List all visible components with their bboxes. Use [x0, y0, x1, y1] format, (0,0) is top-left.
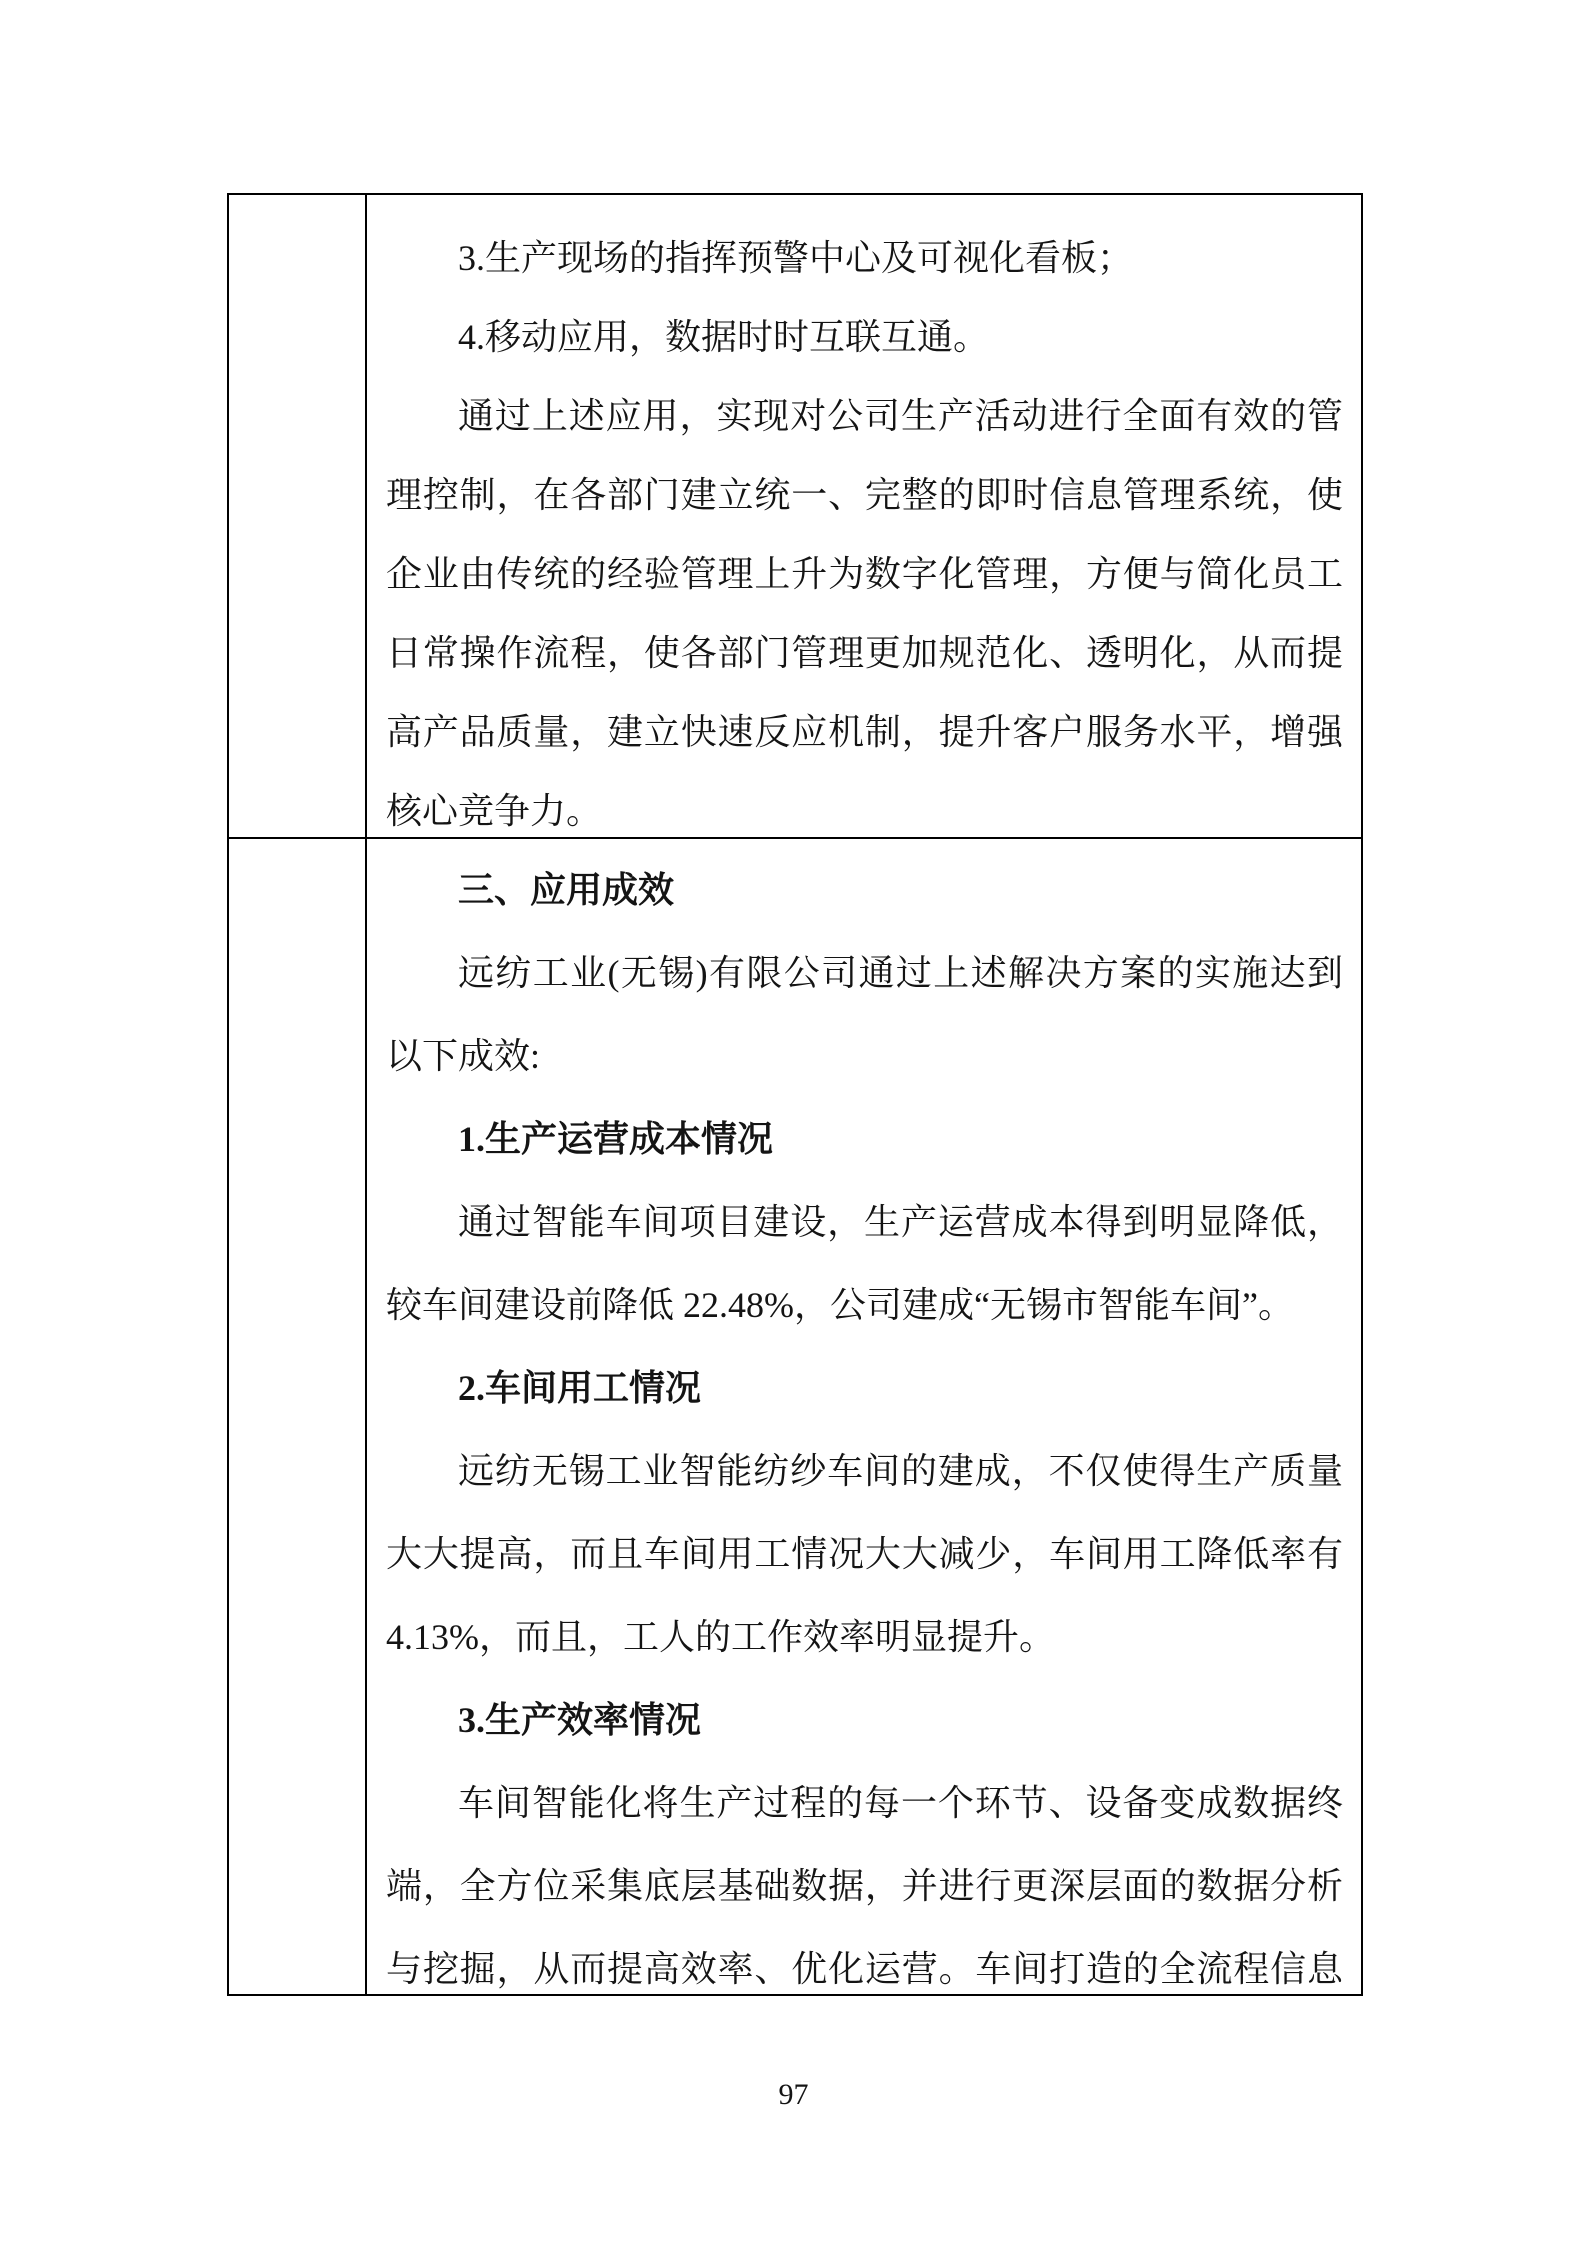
text-line: 高产品质量，建立快速反应机制，提升客户服务水平，增强 [386, 712, 1343, 752]
text-line: 核心竞争力。 [386, 791, 603, 831]
subsection-heading: 1.生产运营成本情况 [458, 1119, 774, 1159]
text-line: 较车间建设前降低 22.48%，公司建成“无锡市智能车间”。 [386, 1285, 1294, 1325]
table-cell-row1-content [367, 195, 1361, 837]
text-line: 通过上述应用，实现对公司生产活动进行全面有效的管 [458, 396, 1343, 436]
subsection-heading: 3.生产效率情况 [458, 1700, 702, 1740]
text-line: 4.13%，而且，工人的工作效率明显提升。 [386, 1617, 1055, 1657]
text-line: 企业由传统的经验管理上升为数字化管理，方便与简化员工 [386, 554, 1343, 594]
text-line: 与挖掘，从而提高效率、优化运营。车间打造的全流程信息 [386, 1949, 1343, 1989]
page-number: 97 [778, 2078, 809, 2111]
subsection-heading: 2.车间用工情况 [458, 1368, 702, 1408]
text-line: 远纺工业(无锡)有限公司通过上述解决方案的实施达到 [458, 953, 1343, 993]
text-line: 通过智能车间项目建设，生产运营成本得到明显降低， [458, 1202, 1343, 1242]
text-line: 4.移动应用，数据时时互联互通。 [458, 317, 990, 357]
text-line: 理控制，在各部门建立统一、完整的即时信息管理系统，使 [386, 475, 1343, 515]
text-line: 端，全方位采集底层基础数据，并进行更深层面的数据分析 [386, 1866, 1343, 1906]
table-cell-row1-label [229, 195, 367, 837]
text-line: 远纺无锡工业智能纺纱车间的建成，不仅使得生产质量 [458, 1451, 1343, 1491]
content-table [227, 193, 1363, 1996]
text-line: 日常操作流程，使各部门管理更加规范化、透明化，从而提 [386, 633, 1343, 673]
table-cell-row2-label [229, 839, 367, 1994]
text-line: 大大提高，而且车间用工情况大大减少，车间用工降低率有 [386, 1534, 1343, 1574]
table-row-results [229, 839, 1361, 1994]
text-line: 车间智能化将生产过程的每一个环节、设备变成数据终 [458, 1783, 1343, 1823]
section-heading: 三、应用成效 [458, 870, 675, 910]
text-line: 3.生产现场的指挥预警中心及可视化看板； [458, 238, 1134, 278]
table-row-solution [229, 195, 1361, 839]
text-line: 以下成效: [386, 1036, 541, 1076]
table-cell-row2-content [367, 839, 1361, 1994]
